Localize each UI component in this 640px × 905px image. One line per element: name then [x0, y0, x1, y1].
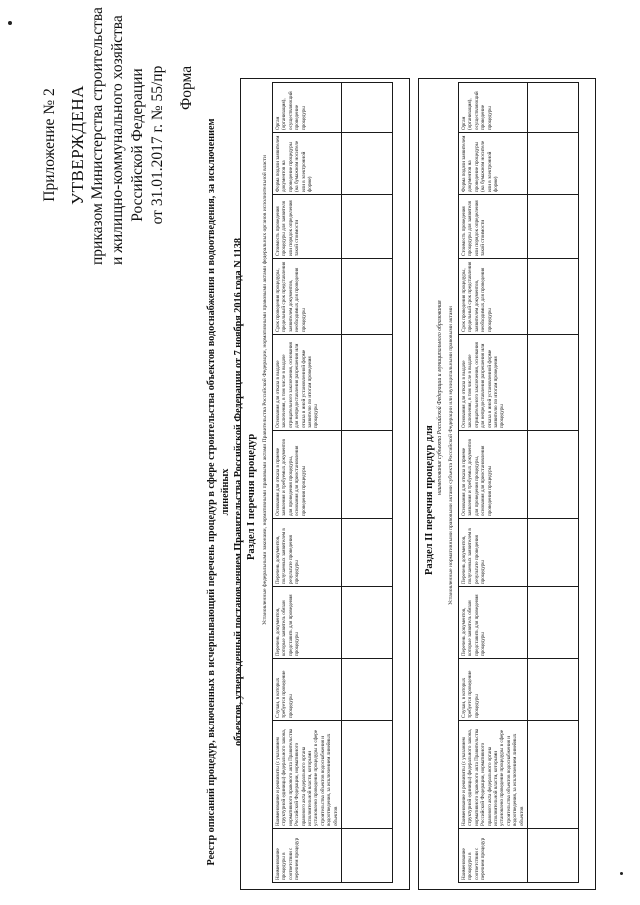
- s1-col-required-docs: Перечень документов, которые заявитель обязан представить для проведения процедуры: [273, 587, 342, 659]
- s1-col-refusal-issue: Основания для отказа в выдаче заключения, в том числе в выдаче отрицательного заключения, основания для непредоставления разрешения или отказа в иной установленной форме заявителю по итогам проведения процедуры: [273, 335, 342, 431]
- s1-col-submission-form: Форма подачи заявителем документов на проведение процедуры (на бумажном носителе или в электронной форме): [273, 133, 342, 195]
- approval-block: [40, 7, 168, 265]
- s1-col-authority: Орган (организация), осуществляющий проведение процедуры: [273, 83, 342, 133]
- order-line-4: от 31.01.2017 г. № 55/пр: [149, 65, 166, 225]
- s1-col-cases: Случаи, в которых требуется проведение процедуры: [273, 659, 342, 721]
- approved-stamp-text: УТВЕРЖДЕНА: [68, 85, 87, 205]
- s1-col-procedure-name: Наименование процедуры в соответствии с перечнем процедур: [273, 829, 342, 883]
- section-2-subheading: наименование субъекта Российской Федерации и муниципального образования: [437, 300, 443, 495]
- section-1-table: [272, 82, 393, 883]
- section-2-header-row: [459, 83, 528, 883]
- s2-col-authority: Орган (организация), осуществляющий проведение процедуры: [459, 83, 528, 133]
- section-1-header-row: [273, 83, 342, 883]
- s2-col-required-docs: Перечень документов, которые заявитель обязан представить для проведения процедуры: [459, 587, 528, 659]
- s2-col-refusal-acceptance: Основания для отказа в приеме заявления и требуемых документов для проведения процедуры, основания для приостановления проведения процедуры: [459, 431, 528, 519]
- section-1-body-row: [342, 83, 393, 883]
- section-2-body-row: [528, 83, 579, 883]
- section-2-heading: Раздел II перечня процедур для: [424, 425, 435, 575]
- s1-col-legal-basis: Наименование и реквизиты (с указанием структурной единицы) федерального закона, нормативного правового акта Правительства Российской Федерации, нормативного правового акта федерального органа исполнительной власти, которыми установлено проведение процедуры в сфере строительства объектов водоснабжения и водоотведения, за исключением линейных объектов: [273, 721, 342, 829]
- s2-col-legal-basis: Наименование и реквизиты (с указанием структурной единицы) федерального закона, нормативного правового акта Правительства Российской Федерации, нормативного правового акта федерального органа исполнительной власти, которыми установлено проведение процедуры в сфере строительства объектов водоснабжения и водоотведения, за исключением линейных объектов: [459, 721, 528, 829]
- s2-col-cases: Случаи, в которых требуется проведение процедуры: [459, 659, 528, 721]
- section-2-group-header: Установленные нормативными правовыми актами субъекта Российской Федерации или муниципальными правовыми актами: [448, 306, 454, 605]
- s2-col-procedure-name: Наименование процедуры в соответствии с перечнем процедур: [459, 829, 528, 883]
- section-1-group-header: Установленные федеральными законами, нормативными правовыми актами Правительства Российской Федерации, нормативными правовыми актами федеральных органов исполнительной власти: [262, 155, 268, 625]
- s1-col-cost: Стоимость проведения процедуры для заявителя или порядок определения такой стоимости: [273, 195, 342, 259]
- order-line-2: и жилищно-коммунального хозяйства: [109, 15, 126, 265]
- order-line-1: приказом Министерства строительства: [89, 7, 106, 265]
- s2-col-cost: Стоимость проведения процедуры для заявителя или порядок определения такой стоимости: [459, 195, 528, 259]
- s1-col-deadline: Срок проведения процедуры, предельный срок представления заявителем документов, необходимых для проведения процедуры: [273, 259, 342, 335]
- s2-col-submission-form: Форма подачи заявителем документов на проведение процедуры (на бумажном носителе или в электронной форме): [459, 133, 528, 195]
- scan-artifact-dot: [620, 872, 623, 875]
- appendix-number: Приложение № 2: [41, 88, 58, 202]
- title-line-1: Реестр описаний процедур, включенных в исчерпывающий перечень процедур в сфере строительства объектов водоснабжения и водоотведения, за исключением линейных: [206, 118, 231, 866]
- s2-col-refusal-issue: Основания для отказа в выдаче заключения, в том числе в выдаче отрицательного заключения, основания для непредоставления разрешения или отказа в иной установленной форме заявителю по итогам проведения процедуры: [459, 335, 528, 431]
- s1-col-refusal-acceptance: Основания для отказа в приеме заявления и требуемых документов для проведения процедуры, основания для приостановления проведения процедуры: [273, 431, 342, 519]
- scan-artifact-dot: [8, 21, 12, 25]
- s2-col-result-docs: Перечень документов, получаемых заявителем в результате проведения процедуры: [459, 519, 528, 587]
- s1-col-result-docs: Перечень документов, получаемых заявителем в результате проведения процедуры: [273, 519, 342, 587]
- section-2-table: [458, 82, 579, 883]
- order-line-3: Российской Федерации: [129, 68, 146, 222]
- s2-col-deadline: Срок проведения процедуры, предельный срок представления заявителем документов, необходимых для проведения процедуры: [459, 259, 528, 335]
- title-line-2: объектов, утвержденный постановлением Правительства Российской Федерации от 7 ноября 2016 года N 1138: [233, 238, 244, 746]
- section-1-heading: Раздел I перечня процедур: [246, 433, 257, 560]
- form-label: Форма: [178, 65, 195, 110]
